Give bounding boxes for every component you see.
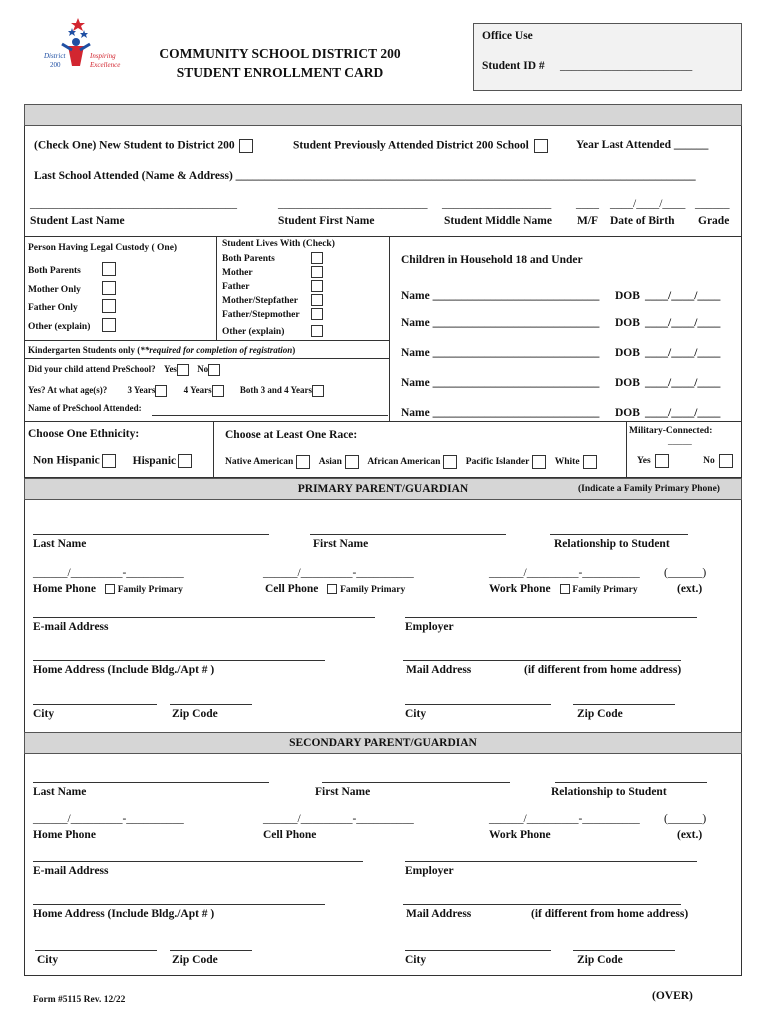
age-4-checkbox[interactable] <box>212 385 224 397</box>
s-mail-address-label: Mail Address <box>406 908 472 920</box>
p-mail-zip-field[interactable] <box>573 704 675 705</box>
military-divider <box>626 422 627 478</box>
p-first-name-field[interactable] <box>310 534 506 535</box>
hispanic-checkbox[interactable] <box>178 454 192 468</box>
lives-with-option: Mother/Stepfather <box>222 294 300 308</box>
p-mail-city-label: City <box>405 708 427 720</box>
p-work-primary-checkbox[interactable] <box>560 584 570 594</box>
logo-text-district: District <box>44 52 66 60</box>
s-mail-zip-field[interactable] <box>573 950 675 951</box>
s-employer-field[interactable] <box>405 861 697 862</box>
preschool-name-label: Name of PreSchool Attended: <box>28 403 142 413</box>
p-cell-phone-field[interactable]: ______/_________-__________ <box>263 567 414 579</box>
lives-mother-checkbox[interactable] <box>311 266 323 278</box>
student-grade-label: Grade <box>698 215 730 227</box>
s-city-field[interactable] <box>35 950 157 951</box>
custody-both-checkbox[interactable] <box>102 262 116 276</box>
s-zip-field[interactable] <box>170 950 252 951</box>
p-if-different-label: (if different from home address) <box>524 664 682 676</box>
s-first-name-label: First Name <box>315 786 371 798</box>
lives-father-step-checkbox[interactable] <box>311 308 323 320</box>
primary-parent-bar <box>24 478 742 500</box>
s-city-label: City <box>37 954 59 966</box>
student-first-name-field[interactable]: __________________________ <box>278 198 428 210</box>
s-email-label: E-mail Address <box>33 865 109 877</box>
logo-text-inspiring: Inspiring <box>90 52 116 60</box>
s-last-name-label: Last Name <box>33 786 87 798</box>
new-student-checkbox[interactable] <box>239 139 253 153</box>
lives-with-option: Father <box>222 280 300 294</box>
child-row[interactable]: Name _____________________________ DOB ____/____/____ <box>401 407 721 419</box>
preschool-yes-checkbox[interactable] <box>177 364 189 376</box>
race-asian-checkbox[interactable] <box>345 455 359 469</box>
s-relationship-field[interactable] <box>555 782 707 783</box>
custody-title: Person Having Legal Custody ( One) <box>28 243 178 253</box>
p-employer-field[interactable] <box>405 617 697 618</box>
student-last-name-label: Student Last Name <box>30 215 125 227</box>
p-mail-address-field[interactable] <box>403 660 681 661</box>
p-mail-city-field[interactable] <box>405 704 551 705</box>
p-work-phone-label: Work Phone <box>489 583 551 595</box>
p-work-ext-field[interactable]: (______) <box>664 567 707 579</box>
p-mail-address-label: Mail Address <box>406 664 472 676</box>
custody-option: Mother Only <box>28 281 90 300</box>
p-cell-phone-label: Cell Phone <box>265 583 319 595</box>
p-home-primary-checkbox[interactable] <box>105 584 115 594</box>
logo-text-200: 200 <box>50 61 61 69</box>
race-title: Choose at Least One Race: <box>225 429 358 441</box>
p-home-phone-label: Home Phone <box>33 583 96 595</box>
s-ext-label: (ext.) <box>677 829 703 841</box>
lives-with-option: Both Parents <box>222 252 300 266</box>
s-work-phone-field[interactable]: ______/_________-__________ <box>489 813 640 825</box>
child-row[interactable]: Name _____________________________ DOB ____/____/____ <box>401 377 721 389</box>
prev-attended-checkbox[interactable] <box>534 139 548 153</box>
p-last-name-field[interactable] <box>33 534 269 535</box>
page-title <box>130 44 430 82</box>
p-work-primary-label: Family Primary <box>572 585 638 595</box>
child-row[interactable]: Name _____________________________ DOB ____/____/____ <box>401 347 721 359</box>
child-row[interactable]: Name _____________________________ DOB ____/____/____ <box>401 290 721 302</box>
p-relationship-label: Relationship to Student <box>554 538 670 550</box>
race-pacific-checkbox[interactable] <box>532 455 546 469</box>
s-work-ext-field[interactable]: (______) <box>664 813 707 825</box>
p-home-phone-row <box>33 583 183 595</box>
new-student-label: (Check One) New Student to District 200 <box>34 139 235 152</box>
s-mail-city-field[interactable] <box>405 950 551 951</box>
ethnicity-options: Non Hispanic Hispanic <box>33 454 192 468</box>
preschool-no-checkbox[interactable] <box>208 364 220 376</box>
preschool-name-field[interactable] <box>152 415 388 416</box>
preschool-age-row: Yes? At what age(s)? 3 Years 4 Years Both 3 and 4 Years <box>28 385 324 397</box>
check-one-row <box>34 139 253 153</box>
race-african-checkbox[interactable] <box>443 455 457 469</box>
title-line-2: STUDENT ENROLLMENT CARD <box>176 65 384 80</box>
custody-options <box>28 262 90 336</box>
student-grade-field[interactable]: ______ <box>695 198 730 210</box>
primary-phone-note: (Indicate a Family Primary Phone) <box>578 484 720 494</box>
p-employer-label: Employer <box>405 621 454 633</box>
non-hispanic-checkbox[interactable] <box>102 454 116 468</box>
lives-mother-step-checkbox[interactable] <box>311 294 323 306</box>
lives-with-option: Mother <box>222 266 300 280</box>
p-zip-label: Zip Code <box>172 708 218 720</box>
custody-option: Father Only <box>28 299 90 318</box>
s-home-address-label: Home Address (Include Bldg./Apt # ) <box>33 908 215 920</box>
ethnicity-divider <box>213 422 214 478</box>
s-zip-label: Zip Code <box>172 954 218 966</box>
title-line-1: COMMUNITY SCHOOL DISTRICT 200 <box>159 46 401 61</box>
lives-other-checkbox[interactable] <box>311 325 323 337</box>
child-row[interactable]: Name _____________________________ DOB ____/____/____ <box>401 317 721 329</box>
p-relationship-field[interactable] <box>550 534 688 535</box>
student-last-name-field[interactable]: ____________________________________ <box>30 198 237 210</box>
p-home-primary-label: Family Primary <box>117 585 183 595</box>
student-middle-name-field[interactable]: ___________________ <box>442 198 552 210</box>
military-blank: _____ <box>668 437 692 447</box>
lives-with-option: Father/Stepmother <box>222 308 300 322</box>
kinder-title: Kindergarten Students only (**required for completion of registration) <box>28 345 296 355</box>
secondary-parent-bar <box>24 732 742 754</box>
race-white-checkbox[interactable] <box>583 455 597 469</box>
secondary-parent-title: SECONDARY PARENT/GUARDIAN <box>289 737 477 749</box>
lives-father-checkbox[interactable] <box>311 280 323 292</box>
lives-with-option: Other (explain) <box>222 325 300 339</box>
s-cell-phone-label: Cell Phone <box>263 829 317 841</box>
p-mail-zip-label: Zip Code <box>577 708 623 720</box>
custody-mother-checkbox[interactable] <box>102 281 116 295</box>
student-dob-field[interactable]: ____/____/____ <box>610 198 686 210</box>
district-logo <box>38 16 128 78</box>
p-cell-phone-row <box>265 583 405 595</box>
year-last-attended[interactable]: Year Last Attended ______ <box>576 139 709 151</box>
military-options: Yes No <box>637 454 733 468</box>
lives-with-options <box>222 252 300 339</box>
children-list <box>401 281 736 428</box>
s-mail-address-field[interactable] <box>403 904 681 905</box>
student-mf-label: M/F <box>577 215 599 227</box>
race-native-checkbox[interactable] <box>296 455 310 469</box>
p-city-field[interactable] <box>33 704 157 705</box>
student-mf-field[interactable]: ____ <box>576 198 599 210</box>
p-home-address-label: Home Address (Include Bldg./Apt # ) <box>33 664 215 676</box>
s-last-name-field[interactable] <box>33 782 269 783</box>
last-school-attended[interactable]: Last School Attended (Name & Address) ________________________________________________________________________________ <box>34 170 696 182</box>
p-home-address-field[interactable] <box>33 660 325 661</box>
kinder-divider <box>24 358 390 359</box>
military-title: Military-Connected: <box>629 426 713 436</box>
p-zip-field[interactable] <box>170 704 252 705</box>
p-email-label: E-mail Address <box>33 621 109 633</box>
preschool-row: Did your child attend PreSchool? Yes No <box>28 364 220 376</box>
primary-parent-title: PRIMARY PARENT/GUARDIAN <box>297 483 469 495</box>
form-number: Form #5115 Rev. 12/22 <box>33 995 126 1005</box>
p-home-phone-field[interactable]: ______/_________-__________ <box>33 567 184 579</box>
p-work-phone-row <box>489 583 638 595</box>
s-first-name-field[interactable] <box>322 782 510 783</box>
prev-attended-label: Student Previously Attended District 200 School <box>293 139 529 152</box>
over-label: (OVER) <box>652 990 693 1002</box>
p-city-label: City <box>33 708 55 720</box>
student-first-name-label: Student First Name <box>278 215 375 227</box>
top-section-bar <box>24 104 742 126</box>
custody-other-checkbox[interactable] <box>102 318 116 332</box>
s-if-different-label: (if different from home address) <box>531 908 689 920</box>
military-yes-checkbox[interactable] <box>655 454 669 468</box>
custody-option: Other (explain) <box>28 318 90 337</box>
student-dob-label: Date of Birth <box>610 215 675 227</box>
p-ext-label: (ext.) <box>677 583 703 595</box>
p-cell-primary-label: Family Primary <box>340 585 406 595</box>
s-mail-zip-label: Zip Code <box>577 954 623 966</box>
student-middle-name-label: Student Middle Name <box>444 215 552 227</box>
age-both-checkbox[interactable] <box>312 385 324 397</box>
ethnicity-title: Choose One Ethnicity: <box>28 428 140 440</box>
age-3-checkbox[interactable] <box>155 385 167 397</box>
p-email-field[interactable] <box>33 617 375 618</box>
office-use-box <box>473 23 742 91</box>
s-employer-label: Employer <box>405 865 454 877</box>
p-cell-primary-checkbox[interactable] <box>327 584 337 594</box>
s-mail-city-label: City <box>405 954 427 966</box>
s-relationship-label: Relationship to Student <box>551 786 667 798</box>
race-options: Native American Asian African American Pacific Islander White <box>225 455 597 469</box>
student-id-field[interactable]: _______________________ <box>560 60 693 72</box>
s-home-address-field[interactable] <box>33 904 325 905</box>
s-home-phone-field[interactable]: ______/_________-__________ <box>33 813 184 825</box>
s-home-phone-label: Home Phone <box>33 829 96 841</box>
p-first-name-label: First Name <box>313 538 369 550</box>
children-title: Children in Household 18 and Under <box>401 254 583 266</box>
p-last-name-label: Last Name <box>33 538 87 550</box>
s-work-phone-label: Work Phone <box>489 829 551 841</box>
s-cell-phone-field[interactable]: ______/_________-__________ <box>263 813 414 825</box>
office-use-label: Office Use <box>482 30 533 42</box>
lives-with-title: Student Lives With (Check) <box>222 239 335 249</box>
s-email-field[interactable] <box>33 861 363 862</box>
kinder-note: **required for completion of registration <box>140 345 293 355</box>
military-no-checkbox[interactable] <box>719 454 733 468</box>
custody-option: Both Parents <box>28 262 90 281</box>
lives-both-checkbox[interactable] <box>311 252 323 264</box>
custody-father-checkbox[interactable] <box>102 299 116 313</box>
prev-attended-row <box>293 139 548 153</box>
logo-text-excellence: Excellence <box>90 61 121 69</box>
p-work-phone-field[interactable]: ______/_________-__________ <box>489 567 640 579</box>
student-id-label: Student ID # <box>482 60 545 72</box>
